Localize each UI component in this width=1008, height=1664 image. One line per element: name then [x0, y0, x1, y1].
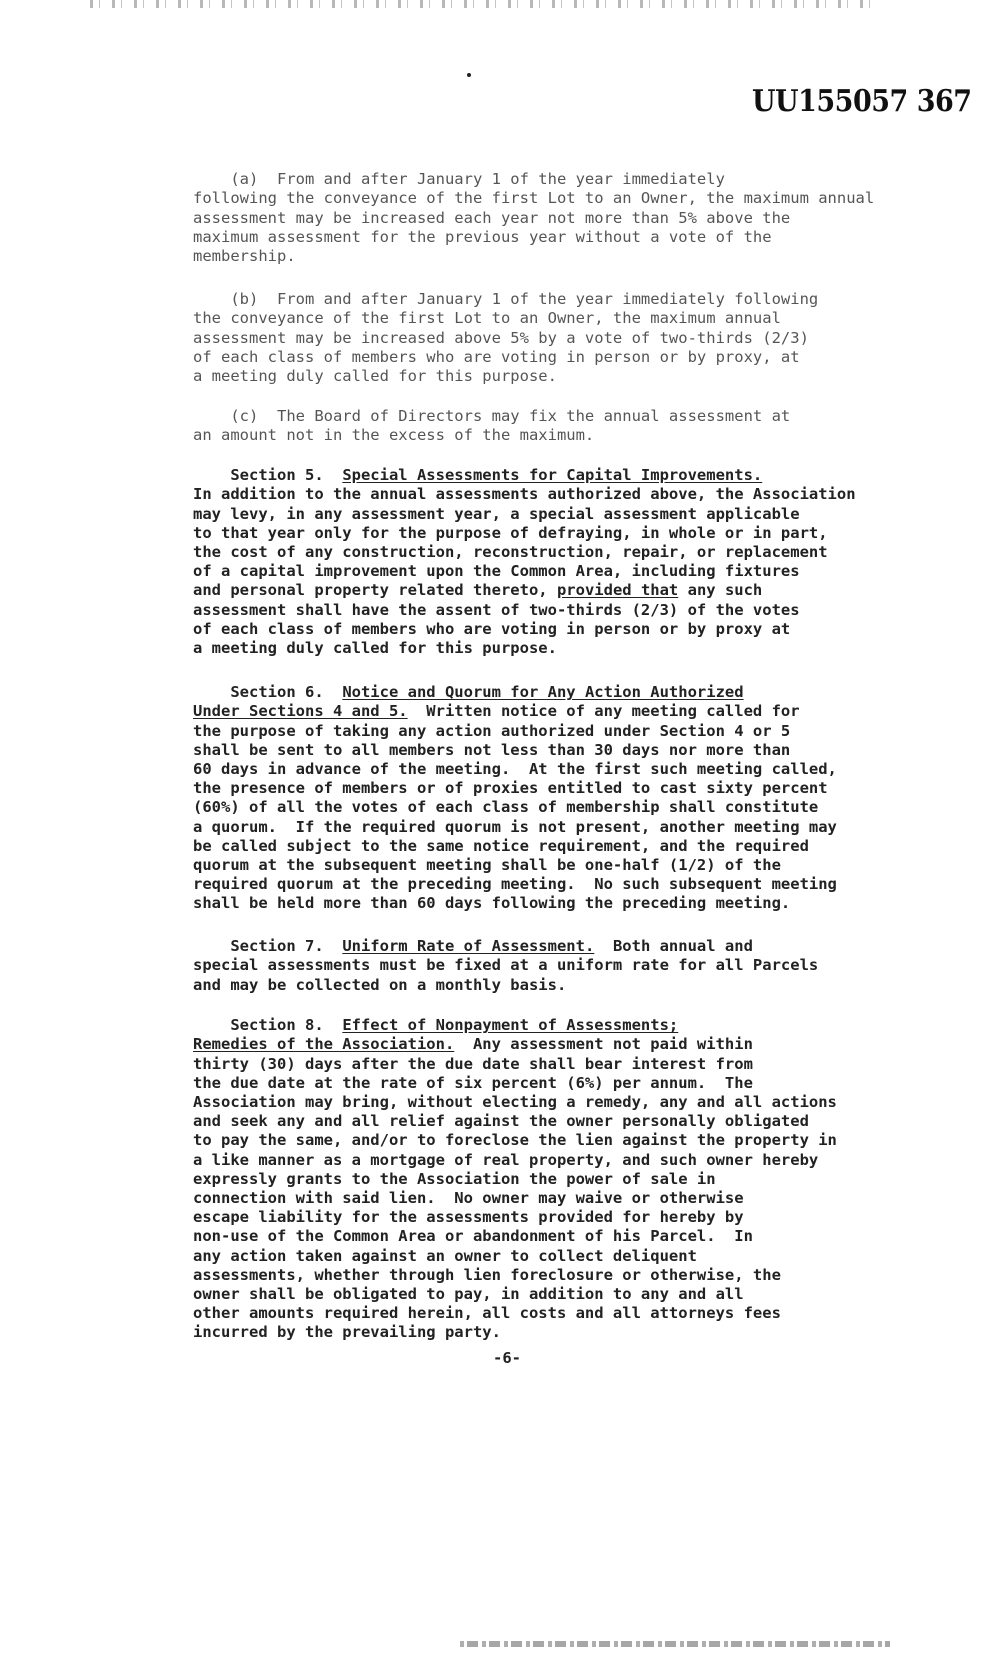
- text-line: to pay the same, and/or to foreclose the lien against the property in: [193, 1131, 837, 1150]
- text-line: (a) From and after January 1 of the year immediately: [193, 170, 725, 189]
- text-line: a meeting duly called for this purpose.: [193, 639, 557, 658]
- text-line: required quorum at the preceding meeting. No such subsequent meeting: [193, 875, 837, 894]
- text-line: connection with said lien. No owner may waive or otherwise: [193, 1189, 744, 1208]
- paragraph-a: [193, 151, 893, 285]
- text-line: a like manner as a mortgage of real property, and such owner hereby: [193, 1150, 819, 1169]
- text-line: a quorum. If the required quorum is not present, another meeting may: [193, 817, 837, 836]
- text-line: and personal property related thereto,: [193, 581, 548, 600]
- text-line: be called subject to the same notice requirement, and the required: [193, 836, 809, 855]
- text-line: of each class of members who are voting in person or by proxy at: [193, 619, 791, 638]
- text-fragment: any such: [678, 581, 763, 600]
- text-line: may levy, in any assessment year, a special assessment applicable: [193, 504, 800, 523]
- text-line: (60%) of all the votes of each class of membership shall constitute: [193, 798, 819, 817]
- text-line: assessment may be increased above 5% by a vote of two-thirds (2/3): [193, 328, 809, 347]
- text-line: In addition to the annual assessments authorized above, the Association: [193, 485, 856, 504]
- text-line: assessment shall have the assent of two-thirds (2/3) of the votes: [193, 600, 800, 619]
- text-line: expressly grants to the Association the power of sale in: [193, 1169, 716, 1188]
- section-5-heading: Special Assessments for Capital Improvements.: [342, 466, 763, 485]
- scan-artifact-bottom: [460, 1641, 890, 1647]
- page-number: -6-: [493, 1349, 521, 1367]
- text-fragment: Written notice of any meeting called for: [407, 702, 800, 721]
- text-line: following the conveyance of the first Lot to an Owner, the maximum annual: [193, 189, 875, 208]
- scan-dot: [467, 73, 471, 77]
- text-line: incurred by the prevailing party.: [193, 1323, 501, 1342]
- section-6-heading: Notice and Quorum for Any Action Authorized: [342, 683, 744, 702]
- text-line: special assessments must be fixed at a uniform rate for all Parcels: [193, 956, 819, 975]
- text-line: membership.: [193, 247, 296, 266]
- text-line: quorum at the subsequent meeting shall be one-half (1/2) of the: [193, 856, 781, 875]
- text-line: assessment may be increased each year not more than 5% above the: [193, 208, 791, 227]
- text-line: other amounts required herein, all costs and all attorneys fees: [193, 1304, 781, 1323]
- text-fragment: Any assessment not paid within: [454, 1035, 753, 1054]
- section-8: [193, 997, 893, 1362]
- text-line: maximum assessment for the previous year without a vote of the: [193, 227, 772, 246]
- paragraph-b: [193, 271, 893, 405]
- text-line: shall be sent to all members not less than 30 days nor more than: [193, 740, 791, 759]
- section-6: [193, 664, 893, 933]
- scan-artifact-top: [90, 0, 870, 8]
- section-8-heading-cont: Remedies of the Association.: [193, 1035, 455, 1054]
- text-line: assessments, whether through lien foreclosure or otherwise, the: [193, 1265, 781, 1284]
- text-line: the cost of any construction, reconstruction, repair, or replacement: [193, 543, 828, 562]
- text-line: and may be collected on a monthly basis.: [193, 975, 567, 994]
- text-line: to that year only for the purpose of defraying, in whole or in part,: [193, 523, 828, 542]
- document-number-stamp: UU155057 367: [752, 84, 972, 119]
- text-line: the presence of members or of proxies entitled to cast sixty percent: [193, 779, 828, 798]
- text-fragment: Both annual and: [594, 937, 753, 956]
- section-lead: Section 6.: [193, 683, 343, 702]
- text-line: Association may bring, without electing a remedy, any and all actions: [193, 1093, 837, 1112]
- text-line: owner shall be obligated to pay, in addition to any and all: [193, 1285, 744, 1304]
- text-line: escape liability for the assessments provided for hereby by: [193, 1208, 744, 1227]
- text-line: and seek any and all relief against the owner personally obligated: [193, 1112, 809, 1131]
- text-line: non-use of the Common Area or abandonment of his Parcel. In: [193, 1227, 753, 1246]
- text-line: 60 days in advance of the meeting. At the first such meeting called,: [193, 760, 837, 779]
- section-lead: Section 5.: [193, 466, 343, 485]
- section-lead: Section 7.: [193, 937, 343, 956]
- text-line: the due date at the rate of six percent (6%) per annum. The: [193, 1073, 753, 1092]
- text-line: the conveyance of the first Lot to an Owner, the maximum annual: [193, 309, 781, 328]
- text-line: (c) The Board of Directors may fix the annual assessment at: [193, 407, 791, 426]
- text-line: an amount not in the excess of the maximum.: [193, 426, 595, 445]
- text-line: (b) From and after January 1 of the year immediately following: [193, 290, 819, 309]
- section-5: [193, 447, 893, 677]
- text-line: any action taken against an owner to collect deliquent: [193, 1246, 697, 1265]
- text-line: a meeting duly called for this purpose.: [193, 367, 557, 386]
- section-8-heading: Effect of Nonpayment of Assessments;: [342, 1016, 679, 1035]
- section-lead: Section 8.: [193, 1016, 343, 1035]
- text-line: of each class of members who are voting in person or by proxy, at: [193, 347, 800, 366]
- text-line: of a capital improvement upon the Common Area, including fixtures: [193, 562, 800, 581]
- text-line: shall be held more than 60 days following the preceding meeting.: [193, 894, 791, 913]
- text-line: thirty (30) days after the due date shall bear interest from: [193, 1054, 753, 1073]
- text-line: the purpose of taking any action authorized under Section 4 or 5: [193, 721, 791, 740]
- section-6-heading-cont: Under Sections 4 and 5.: [193, 702, 408, 721]
- provided-that-emphasis: provided that: [556, 581, 679, 600]
- section-7-heading: Uniform Rate of Assessment.: [342, 937, 595, 956]
